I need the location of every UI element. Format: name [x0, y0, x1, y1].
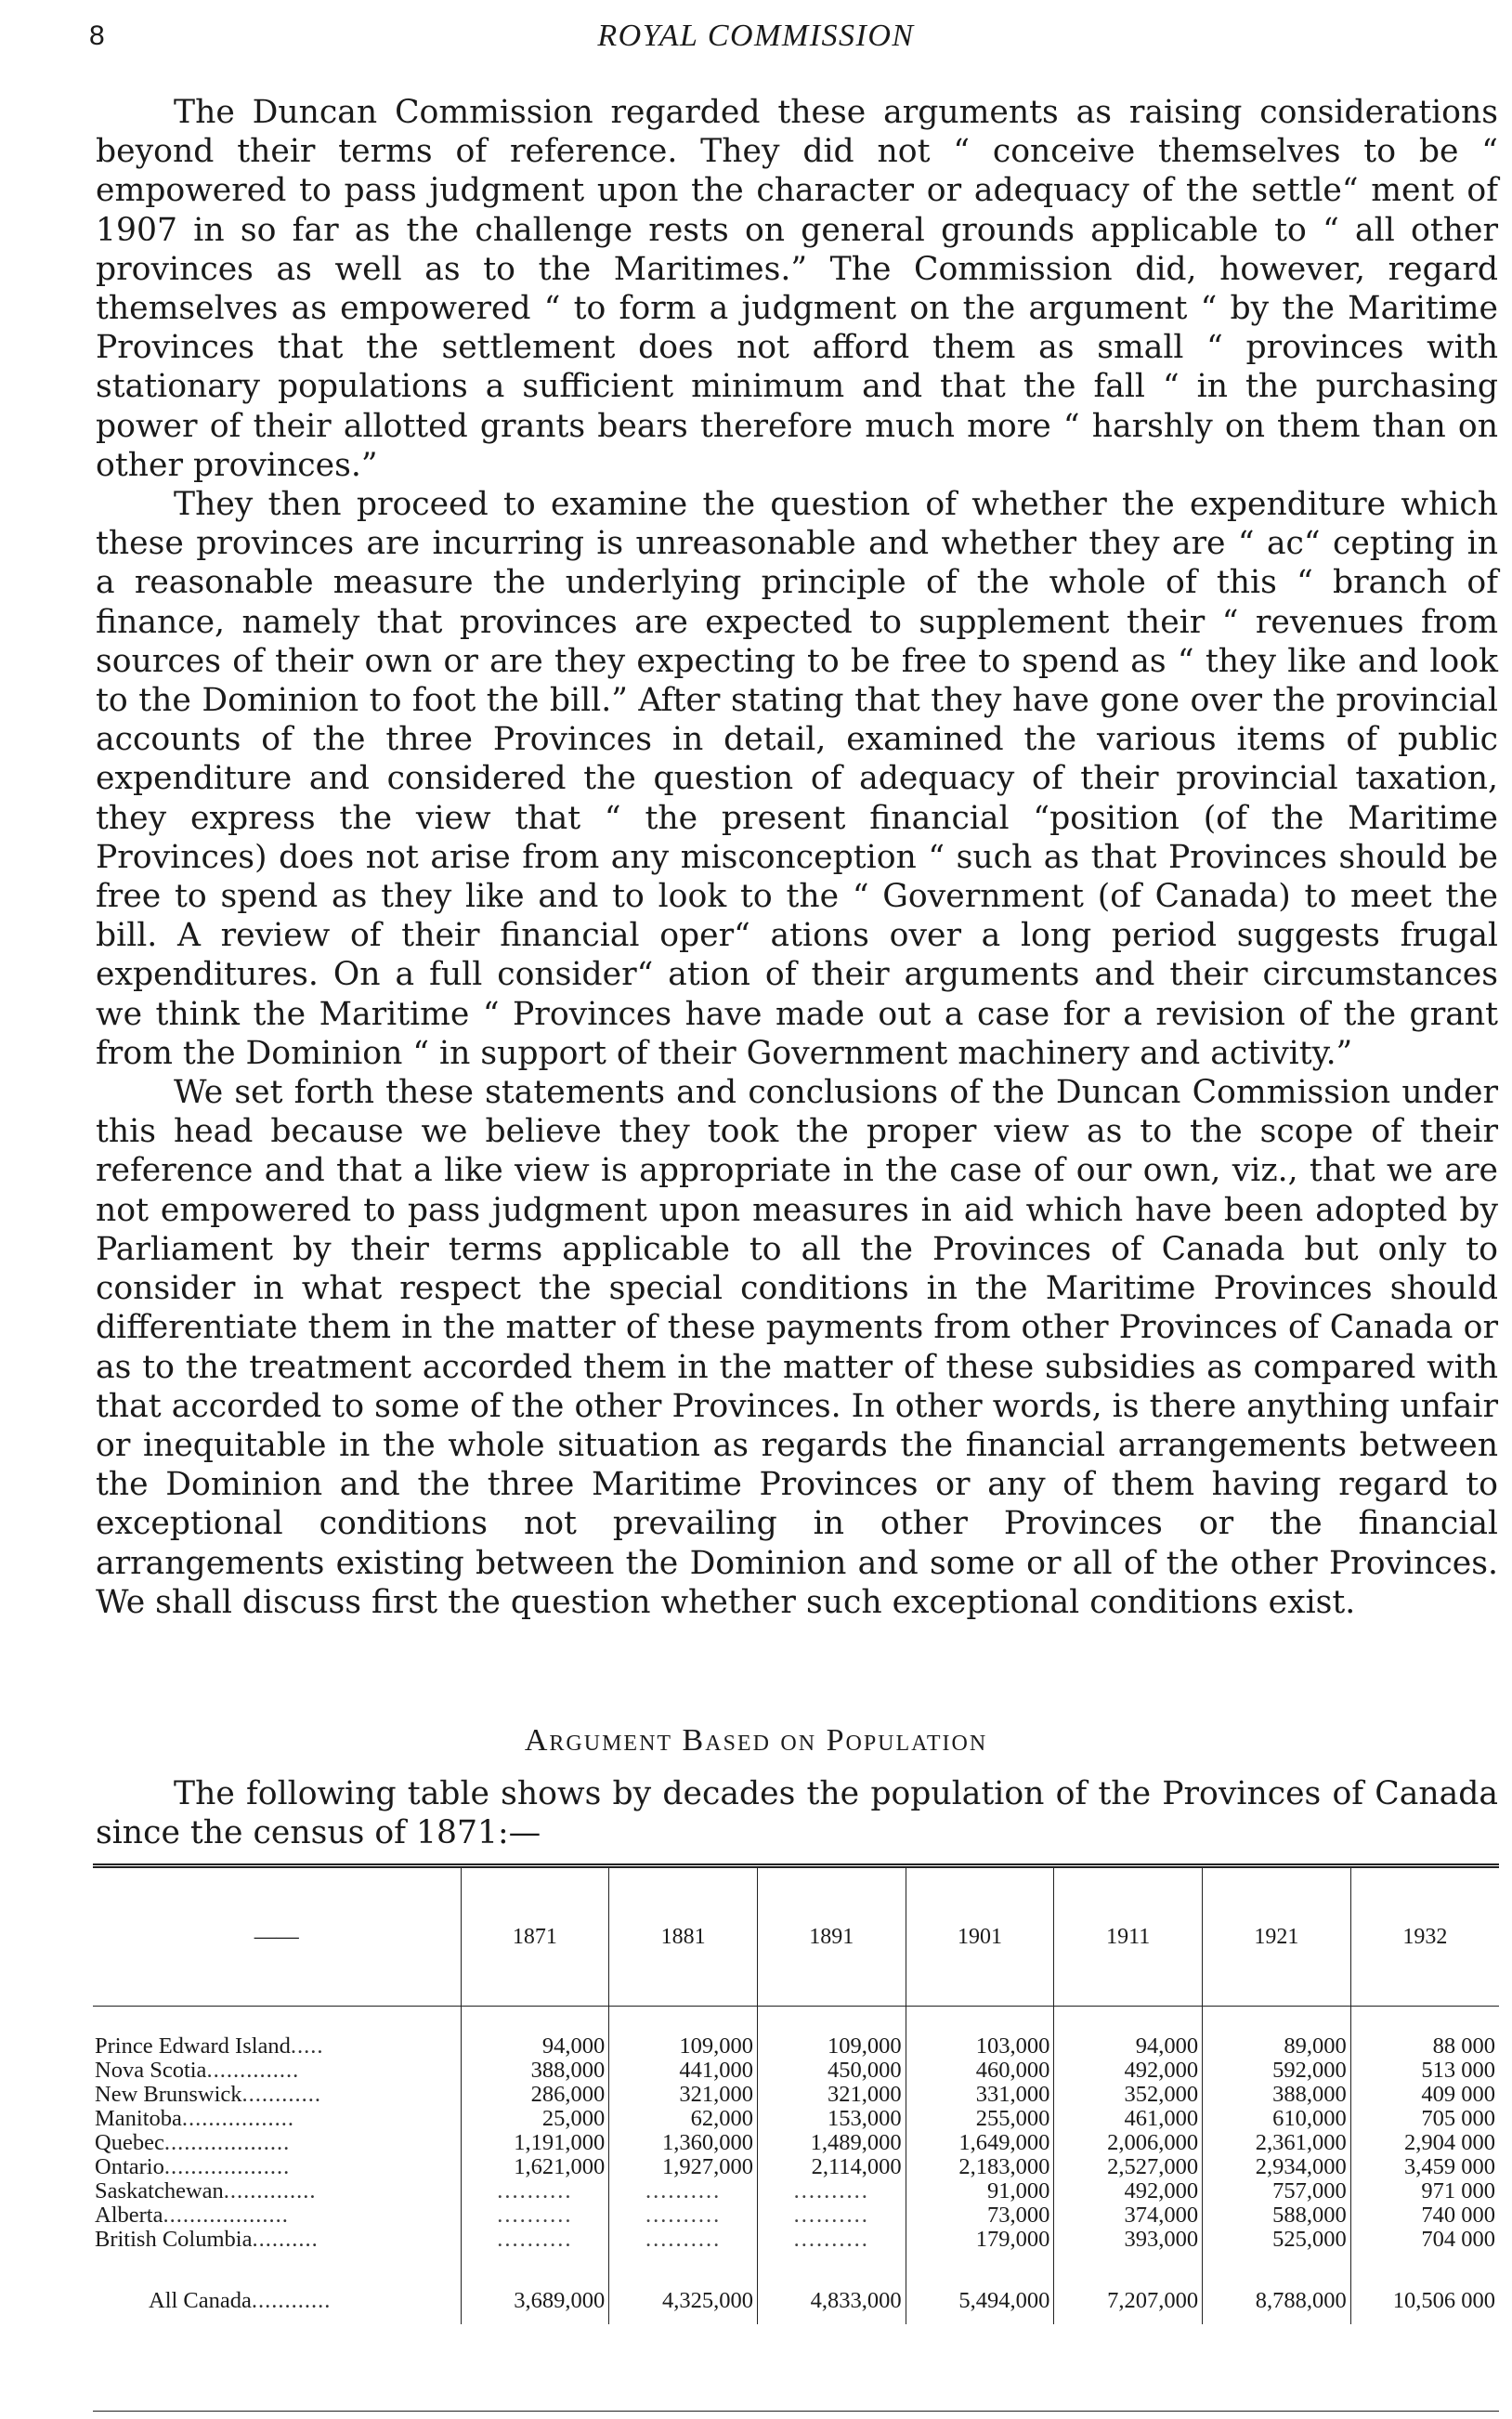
population-value: 740 000 [1350, 2203, 1499, 2228]
population-value: 321,000 [757, 2083, 906, 2107]
population-value: 2,934,000 [1203, 2155, 1351, 2179]
dot-leader: ................... [163, 2131, 291, 2155]
population-value: 588,000 [1203, 2203, 1351, 2228]
population-value: 705 000 [1350, 2107, 1499, 2131]
population-value: .......... [609, 2203, 758, 2228]
population-value: 492,000 [1054, 2179, 1203, 2203]
population-value: 492,000 [1054, 2059, 1203, 2083]
row-label [93, 2155, 461, 2179]
population-value: 255,000 [906, 2107, 1054, 2131]
year-header: 1871 [461, 1868, 609, 2007]
table-row [93, 2155, 1499, 2179]
year-header: 1881 [609, 1868, 758, 2007]
table-row [93, 2007, 1499, 2059]
population-value: .......... [757, 2203, 906, 2228]
row-label [93, 2083, 461, 2107]
table-row [93, 2203, 1499, 2228]
dot-leader: ................... [163, 2155, 291, 2179]
province-name: Ontario [95, 2155, 164, 2179]
population-value: 109,000 [609, 2007, 758, 2059]
row-label [93, 2059, 461, 2083]
dot-leader: ................. [181, 2107, 295, 2131]
paragraph-2: They then proceed to examine the question of whether the expenditure which these provinces are incurring is unreasonable and whether they are “ ac“ cepting in a reasonable measure the underlying principle of the whole of this “ branch of finance, namely that provinces are expected to supplement their “ revenues from sources of their own or are they expecting to be free to spend as “ they like and look to the Dominion to foot the bill.” After stating that they have gone over the provincial accounts of the three Provinces in detail, examined the various items of public expenditure and considered the question of adequacy of their provincial taxation, they express the view that “ the present financial “position (of the Maritime Provinces) does not arise from any misconception “ such as that Provinces should be free to spend as they like and to look to the “ Government (of Canada) to meet the bill. A review of their financial oper“ ations over a long period suggests frugal expenditures. On a full consider“ ation of their arguments and their circumstances we think the Maritime “ Provinces have made out a case for a revision of the grant from the Dominion “ in support of their Government machinery and activity.” [96, 486, 1498, 1072]
population-value: 7,207,000 [1054, 2280, 1203, 2324]
population-value: .......... [461, 2203, 609, 2228]
population-value: 450,000 [757, 2059, 906, 2083]
population-value: 1,649,000 [906, 2131, 1054, 2155]
population-value: 103,000 [906, 2007, 1054, 2059]
population-value: 4,325,000 [609, 2280, 758, 2324]
population-value: 286,000 [461, 2083, 609, 2107]
population-value: .......... [609, 2228, 758, 2280]
population-value: 179,000 [906, 2228, 1054, 2280]
body-text [96, 93, 1498, 1622]
running-title: ROYAL COMMISSION [597, 19, 915, 53]
population-value: 1,191,000 [461, 2131, 609, 2155]
population-value: 8,788,000 [1203, 2280, 1351, 2324]
table-header-row [93, 1868, 1499, 2007]
year-header: 1911 [1054, 1868, 1203, 2007]
population-value: 971 000 [1350, 2179, 1499, 2203]
province-name: Prince Edward Island [95, 2033, 291, 2059]
year-header: 1901 [906, 1868, 1054, 2007]
dot-leader: .............. [206, 2059, 300, 2083]
population-value: 3,459 000 [1350, 2155, 1499, 2179]
population-value: 441,000 [609, 2059, 758, 2083]
population-value: 153,000 [757, 2107, 906, 2131]
province-name: New Brunswick [95, 2083, 242, 2107]
population-value: 1,360,000 [609, 2131, 758, 2155]
population-value: 2,006,000 [1054, 2131, 1203, 2155]
table-row [93, 2228, 1499, 2280]
population-value: .......... [757, 2179, 906, 2203]
row-label [93, 2107, 461, 2131]
population-value: 1,489,000 [757, 2131, 906, 2155]
population-value: 704 000 [1350, 2228, 1499, 2280]
population-value: .......... [757, 2228, 906, 2280]
table-row [93, 2107, 1499, 2131]
year-header: 1891 [757, 1868, 906, 2007]
province-name: British Columbia [95, 2228, 253, 2252]
population-value: 388,000 [461, 2059, 609, 2083]
population-value: .......... [461, 2179, 609, 2203]
population-value: 461,000 [1054, 2107, 1203, 2131]
population-value: 5,494,000 [906, 2280, 1054, 2324]
population-value: 592,000 [1203, 2059, 1351, 2083]
province-name: Saskatchewan [95, 2179, 224, 2203]
population-value: 321,000 [609, 2083, 758, 2107]
population-value: 10,506 000 [1350, 2280, 1499, 2324]
dot-leader: ..... [290, 2033, 324, 2059]
population-value: 4,833,000 [757, 2280, 906, 2324]
population-value: 109,000 [757, 2007, 906, 2059]
population-value: 331,000 [906, 2083, 1054, 2107]
population-value: .......... [609, 2179, 758, 2203]
population-value: 94,000 [1054, 2007, 1203, 2059]
population-value: 2,527,000 [1054, 2155, 1203, 2179]
row-label [93, 2203, 461, 2228]
table-body [93, 2007, 1499, 2325]
dot-leader: ............ [241, 2083, 322, 2107]
paragraph-3: We set forth these statements and conclusions of the Duncan Commission under this head because we believe they took the proper view as to the scope of their reference and that a like view is appropriate in the case of our own, viz., that we are not empowered to pass judgment upon measures in aid which have been adopted by Parliament by their terms applicable to all the Provinces of Canada but only to consider in what respect the special conditions in the Maritime Provinces should differentiate them in the matter of these payments from other Provinces of Canada or as to the treatment accorded them in the matter of these subsidies as compared with that accorded to some of the other Provinces. In other words, is there anything unfair or inequitable in the whole situation as regards the financial arrangements between the Dominion and the three Maritime Provinces or any of them having regard to exceptional conditions not prevailing in other Provinces or the financial arrangements existing between the Dominion and some or all of the other Provinces. We shall discuss first the question whether such exceptional conditions exist. [96, 1074, 1498, 1621]
population-value: 409 000 [1350, 2083, 1499, 2107]
population-value: 73,000 [906, 2203, 1054, 2228]
population-value: 91,000 [906, 2179, 1054, 2203]
province-name: Nova Scotia [95, 2059, 207, 2083]
population-table-grid [93, 1868, 1499, 2324]
stub-header: —— [93, 1868, 461, 2007]
total-row [93, 2280, 1499, 2324]
population-value: 1,621,000 [461, 2155, 609, 2179]
population-value: 2,183,000 [906, 2155, 1054, 2179]
dot-leader: .............. [223, 2179, 317, 2203]
dot-leader: ................... [163, 2203, 289, 2228]
province-name: Manitoba [95, 2107, 182, 2131]
dot-leader: .......... [252, 2228, 319, 2252]
population-value: 610,000 [1203, 2107, 1351, 2131]
population-value: .......... [461, 2228, 609, 2280]
province-name: Alberta [95, 2203, 163, 2228]
table-intro-text: The following table shows by decades the population of the Provinces of Canada since the census of 1871:— [96, 1775, 1498, 1851]
section-heading: Argument Based on Population [524, 1723, 988, 1758]
population-value: 94,000 [461, 2007, 609, 2059]
population-value: 3,689,000 [461, 2280, 609, 2324]
population-value: 2,361,000 [1203, 2131, 1351, 2155]
population-value: 393,000 [1054, 2228, 1203, 2280]
row-label [93, 2280, 461, 2324]
population-value: 460,000 [906, 2059, 1054, 2083]
row-label [93, 2131, 461, 2155]
population-table [93, 1863, 1499, 2412]
population-value: 25,000 [461, 2107, 609, 2131]
population-value: 525,000 [1203, 2228, 1351, 2280]
province-name: Quebec [95, 2131, 164, 2155]
population-value: 757,000 [1203, 2179, 1351, 2203]
population-value: 89,000 [1203, 2007, 1351, 2059]
year-header: 1921 [1203, 1868, 1351, 2007]
table-row [93, 2179, 1499, 2203]
table-row [93, 2059, 1499, 2083]
table-intro [96, 1774, 1498, 1852]
province-name: All Canada [149, 2288, 252, 2313]
row-label [93, 2228, 461, 2280]
table-row [93, 2083, 1499, 2107]
population-value: 374,000 [1054, 2203, 1203, 2228]
population-value: 88 000 [1350, 2007, 1499, 2059]
paragraph-1: The Duncan Commission regarded these arguments as raising considerations beyond their terms of reference. They did not “ conceive themselves to be “ empowered to pass judgment upon the character or adequacy of the settle“ ment of 1907 in so far as the challenge rests on general grounds applicable to “ all other provinces as well as to the Maritimes.” The Commission did, however, regard themselves as empowered “ to form a judgment on the argument “ by the Maritime Provinces that the settlement does not afford them as small “ provinces with stationary populations a sufficient minimum and that the fall “ in the purchasing power of their allotted grants bears therefore much more “ harshly on them than on other provinces.” [96, 94, 1498, 484]
row-label [93, 2179, 461, 2203]
population-value: 2,114,000 [757, 2155, 906, 2179]
table-row [93, 2131, 1499, 2155]
population-value: 513 000 [1350, 2059, 1499, 2083]
dot-leader: ............ [251, 2288, 332, 2313]
population-value: 388,000 [1203, 2083, 1351, 2107]
row-label [93, 2007, 461, 2059]
year-header: 1932 [1350, 1868, 1499, 2007]
population-value: 1,927,000 [609, 2155, 758, 2179]
page-number: 8 [89, 20, 105, 51]
population-value: 62,000 [609, 2107, 758, 2131]
population-value: 2,904 000 [1350, 2131, 1499, 2155]
population-value: 352,000 [1054, 2083, 1203, 2107]
